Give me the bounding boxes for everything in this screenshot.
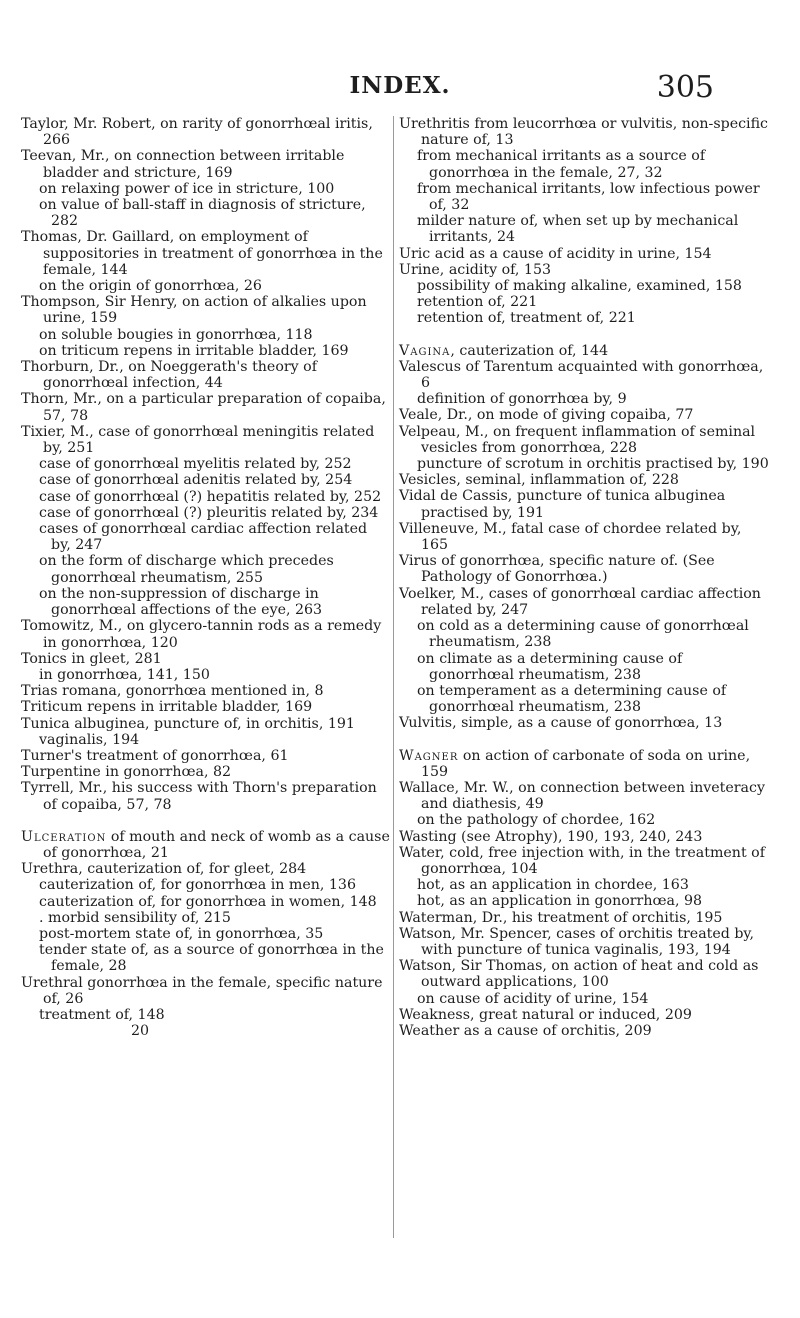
page-header	[0, 72, 800, 112]
index-subentry: treatment of, 148	[39, 1006, 165, 1023]
index-entry: Tomowitz, M., on glycero-tannin rods as a remedy in gonorrhœa, 120	[21, 618, 382, 651]
index-subentry: cauterization of, for gonorrhœa in men, 136	[39, 877, 356, 894]
index-subentry: case of gonorrhœal (?) hepatitis related by, 252	[39, 488, 382, 505]
index-entry: Tonics in gleet, 281	[21, 650, 162, 667]
right-index-column	[399, 116, 769, 1039]
entry-lead-word: Wagner	[399, 747, 459, 764]
index-entry: Vulvitis, simple, as a cause of gonorrhœa, 13	[399, 715, 723, 732]
entry-rest: of mouth and neck of womb as a cause of gonorrhœa, 21	[43, 828, 390, 861]
index-entry: Trias romana, gonorrhœa mentioned in, 8	[21, 683, 324, 700]
index-subentry: puncture of scrotum in orchitis practised by, 190	[417, 456, 769, 473]
index-entry: Wasting (see Atrophy), 190, 193, 240, 243	[399, 828, 703, 845]
index-entry: Teevan, Mr., on connection between irritable bladder and stricture, 169	[21, 148, 345, 181]
index-entry: Veale, Dr., on mode of giving copaiba, 77	[399, 407, 694, 424]
index-entry	[399, 748, 769, 780]
index-subentry: case of gonorrhœal myelitis related by, 252	[39, 456, 352, 473]
index-subentry: on the non-suppression of discharge in gonorrhœal affections of the eye, 263	[39, 585, 323, 619]
index-entry: Thomas, Dr. Gaillard, on employment of suppositories in treatment of gonorrhœa in the female, 144	[21, 229, 383, 278]
index-subentry: on relaxing power of ice in stricture, 100	[39, 180, 335, 197]
index-subentry: from mechanical irritants, low infectious power of, 32	[417, 180, 760, 214]
index-entry: Weakness, great natural or induced, 209	[399, 1006, 692, 1023]
index-subentry: on cause of acidity of urine, 154	[417, 990, 649, 1007]
index-entry: Triticum repens in irritable bladder, 169	[21, 699, 313, 716]
index-entry: Velpeau, M., on frequent inflammation of seminal vesicles from gonorrhœa, 228	[399, 423, 756, 456]
index-entry: Tunica albuginea, puncture of, in orchitis, 191	[21, 715, 355, 732]
entry-lead-word: Ulceration	[21, 828, 107, 845]
index-subentry: 20	[131, 1023, 150, 1040]
index-subentry: from mechanical irritants as a source of gonorrhœa in the female, 27, 32	[417, 148, 706, 181]
entry-rest: , cauterization of, 144	[450, 342, 609, 359]
index-subentry: retention of, 221	[417, 294, 538, 311]
index-entry	[399, 343, 769, 359]
index-subentry: case of gonorrhœal adenitis related by, 254	[39, 472, 353, 489]
index-entry: Turpentine in gonorrhœa, 82	[21, 764, 232, 781]
index-entry: Urine, acidity of, 153	[399, 261, 552, 278]
index-subentry: post-mortem state of, in gonorrhœa, 35	[39, 925, 324, 942]
index-subentry: case of gonorrhœal (?) pleuritis related by, 234	[39, 504, 379, 521]
index-entry: Turner's treatment of gonorrhœa, 61	[21, 747, 289, 764]
index-entry: Water, cold, free injection with, in the treatment of gonorrhœa, 104	[399, 844, 765, 877]
index-subentry: milder nature of, when set up by mechanical irritants, 24	[417, 213, 739, 246]
index-subentry: on the origin of gonorrhœa, 26	[39, 278, 262, 295]
index-subentry: on triticum repens in irritable bladder, 169	[39, 342, 349, 359]
index-subentry: on soluble bougies in gonorrhœa, 118	[39, 326, 313, 343]
index-subentry: hot, as an application in gonorrhœa, 98	[417, 893, 703, 910]
index-subentry: tender state of, as a source of gonorrhœa in the female, 28	[39, 942, 384, 975]
index-entry: Weather as a cause of orchitis, 209	[399, 1022, 652, 1039]
index-subentry: possibility of making alkaline, examined, 158	[417, 278, 742, 295]
index-heading: INDEX.	[349, 72, 451, 99]
index-entry: Voelker, M., cases of gonorrhœal cardiac affection related by, 247	[399, 585, 761, 618]
index-entry: Tixier, M., case of gonorrhœal meningitis related by, 251	[21, 423, 375, 457]
index-subentry: retention of, treatment of, 221	[417, 310, 636, 327]
index-subentry: in gonorrhœa, 141, 150	[39, 666, 210, 683]
index-entry: Valescus of Tarentum acquainted with gonorrhœa, 6	[399, 358, 764, 392]
index-entry: Watson, Sir Thomas, on action of heat and cold as outward applications, 100	[399, 958, 759, 991]
index-entry	[21, 829, 391, 861]
index-subentry: on cold as a determining cause of gonorrhœal rheumatism, 238	[417, 618, 749, 651]
index-entry: Virus of gonorrhœa, specific nature of. (See Pathology of Gonorrhœa.)	[399, 553, 715, 586]
page-number: 305	[656, 70, 714, 105]
index-subentry: on the pathology of chordee, 162	[417, 812, 656, 829]
index-entry: Vidal de Cassis, puncture of tunica albuginea practised by, 191	[399, 488, 726, 521]
index-entry: Taylor, Mr. Robert, on rarity of gonorrhœal iritis, 266	[21, 116, 373, 149]
index-entry: Uric acid as a cause of acidity in urine, 154	[399, 245, 712, 262]
index-entry: Thompson, Sir Henry, on action of alkalies upon urine, 159	[21, 294, 367, 327]
entry-rest: on action of carbonate of soda on urine, 159	[421, 747, 751, 780]
left-index-column	[21, 116, 391, 1039]
index-entry: Thorburn, Dr., on Noeggerath's theory of gonorrhœal infection, 44	[21, 359, 317, 392]
index-entry: Watson, Mr. Spencer, cases of orchitis treated by, with puncture of tunica vaginalis, 193, 194	[399, 925, 755, 958]
index-entry: Urethral gonorrhœa in the female, specific nature of, 26	[21, 974, 383, 1007]
index-subentry: on value of ball-staff in diagnosis of stricture, 282	[39, 197, 366, 230]
entry-lead-word: Vagina	[399, 342, 451, 359]
index-subentry: . morbid sensibility of, 215	[39, 909, 231, 926]
index-subentry: on climate as a determining cause of gonorrhœal rheumatism, 238	[417, 650, 683, 683]
column-divider	[393, 116, 394, 1238]
index-entry: Wallace, Mr. W., on connection between inveteracy and diathesis, 49	[399, 779, 765, 813]
index-entry: Thorn, Mr., on a particular preparation of copaiba, 57, 78	[21, 391, 386, 424]
index-entry: Vesicles, seminal, inflammation of, 228	[399, 472, 679, 489]
index-entry: Urethritis from leucorrhœa or vulvitis, non-specific nature of, 13	[399, 116, 768, 149]
index-subentry: on the form of discharge which precedes gonorrhœal rheumatism, 255	[39, 553, 334, 586]
index-subentry: vaginalis, 194	[39, 731, 140, 748]
index-subentry: cauterization of, for gonorrhœa in women, 148	[39, 893, 377, 910]
index-entry: Waterman, Dr., his treatment of orchitis, 195	[399, 909, 723, 926]
index-subentry: cases of gonorrhœal cardiac affection related by, 247	[39, 521, 368, 554]
index-subentry: hot, as an application in chordee, 163	[417, 877, 689, 894]
index-entry: Urethra, cauterization of, for gleet, 284	[21, 861, 307, 878]
index-subentry: definition of gonorrhœa by, 9	[417, 391, 627, 408]
index-entry: Tyrrell, Mr., his success with Thorn's preparation of copaiba, 57, 78	[21, 780, 377, 813]
index-subentry: on temperament as a determining cause of gonorrhœal rheumatism, 238	[417, 682, 727, 716]
index-entry: Villeneuve, M., fatal case of chordee related by, 165	[399, 520, 742, 554]
